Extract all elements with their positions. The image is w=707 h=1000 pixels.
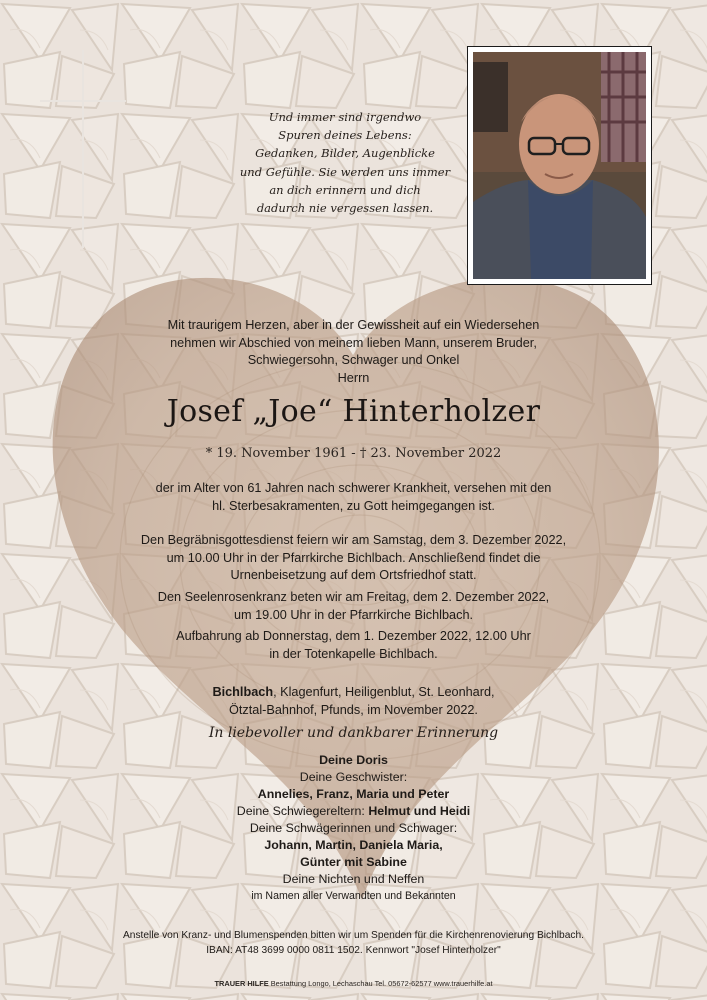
verse-line: Und immer sind irgendwo — [268, 110, 422, 124]
verse-line: an dich erinnern und dich — [269, 182, 421, 197]
rosary-paragraph — [0, 589, 707, 624]
footer-brand: TRAUER HILFE — [214, 979, 269, 988]
intro-line: Schwiegersohn, Schwager und Onkel — [247, 353, 460, 367]
donation-iban: IBAN: AT48 3699 0000 0811 1502. Kennwort "Josef Hinterholzer" — [206, 945, 501, 956]
footer-text: Bestattung Longo, Lechaschau Tel. 05672-62577 www.trauerhilfe.at — [268, 979, 493, 988]
donation-note — [0, 928, 707, 958]
donation-line: Anstelle von Kranz- und Blumenspenden bitten wir um Spenden für die Kirchenrenovierung Bichlbach. — [123, 930, 584, 941]
portrait-image — [473, 52, 646, 279]
verse-line: Spuren deines Lebens: — [278, 128, 412, 143]
places-line-2: Ötztal-Bahnhof, Pfunds, im November 2022. — [229, 702, 478, 717]
place-highlight: Bichlbach — [212, 685, 274, 699]
memorial-verse — [225, 108, 465, 217]
cross-icon — [40, 50, 130, 250]
inlaws-names: Helmut und Heidi — [368, 804, 471, 818]
paragraph-line: Den Begräbnisgottesdienst feiern wir am Samstag, dem 3. Dezember 2022, — [140, 533, 567, 547]
siblings-names: Annelies, Franz, Maria und Peter — [257, 787, 450, 801]
paragraph-line: um 19.00 Uhr in der Pfarrkirche Bichlbach. — [233, 607, 474, 622]
paragraph-line: Urnenbeisetzung auf dem Ortsfriedhof statt. — [230, 568, 477, 583]
paragraph-line: Den Seelenrosenkranz beten wir am Freitag, dem 2. Dezember 2022, — [157, 590, 550, 604]
brothers-names-2: Günter mit Sabine — [300, 855, 407, 869]
intro-line: Herrn — [337, 370, 370, 385]
nephews-line: Deine Nichten und Neffen — [282, 872, 425, 886]
inlaws-row — [0, 803, 707, 820]
inlaws-label: Deine Schwiegereltern: — [236, 804, 365, 818]
verse-line: dadurch nie vergessen lassen. — [256, 201, 434, 216]
footer — [0, 979, 707, 988]
paragraph-line: hl. Sterbesakramenten, zu Gott heimgegangen ist. — [212, 498, 495, 513]
paragraph-line: Aufbahrung ab Donnerstag, dem 1. Dezember 2022, 12.00 Uhr — [176, 629, 531, 643]
places-date — [0, 684, 707, 719]
passing-paragraph — [0, 480, 707, 515]
paragraph-line: um 10.00 Uhr in der Pfarrkirche Bichlbach. Anschließend findet die — [166, 550, 541, 565]
intro-text — [0, 317, 707, 387]
portrait-photo — [467, 46, 652, 285]
brothers-names-1: Johann, Martin, Daniela Maria, — [264, 838, 443, 852]
family-doris: Deine Doris — [319, 753, 388, 767]
funeral-service-paragraph — [0, 532, 707, 585]
viewing-paragraph — [0, 628, 707, 663]
paragraph-line: in der Totenkapelle Bichlbach. — [269, 646, 438, 661]
memory-heading: In liebevoller und dankbarer Erinnerung — [208, 725, 499, 741]
relatives-line: im Namen aller Verwandten und Bekannten — [251, 890, 456, 902]
places-rest: , Klagenfurt, Heiligenblut, St. Leonhard, — [273, 685, 495, 699]
paragraph-line: der im Alter von 61 Jahren nach schwerer Krankheit, versehen mit den — [155, 481, 552, 495]
family-list — [0, 752, 707, 905]
intro-line: nehmen wir Abschied von meinem lieben Mann, unserem Bruder, — [170, 335, 537, 350]
siblings-label: Deine Geschwister: — [299, 770, 408, 784]
verse-line: Gedanken, Bilder, Augenblicke — [255, 146, 435, 161]
places-line — [0, 684, 707, 702]
intro-line: Mit traurigem Herzen, aber in der Gewissheit auf ein Wiedersehen — [167, 318, 540, 332]
deceased-name: Josef „Joe“ Hinterholzer — [166, 394, 541, 429]
verse-line: und Gefühle. Sie werden uns immer — [239, 164, 451, 179]
brothers-label: Deine Schwägerinnen und Schwager: — [249, 821, 458, 835]
life-dates: * 19. November 1961 - † 23. November 2022 — [205, 446, 502, 461]
